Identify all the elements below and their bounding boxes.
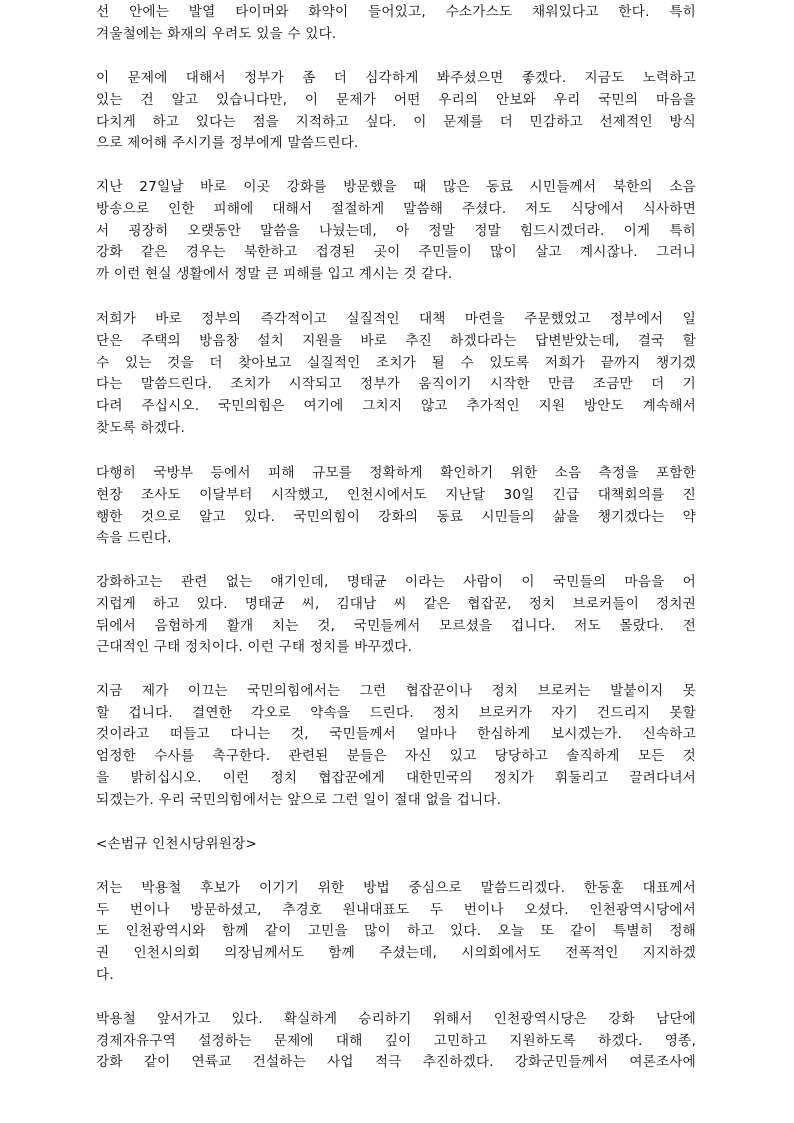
text-line: 두 번이나 방문하셨고, 추경호 원내대표도 두 번이나 오셨다. 인천광역시당에서 [96,901,696,918]
text-line: 있는 건 알고 있습니다만, 이 문제가 어떤 우리의 안보와 우리 국민의 마음을 [96,91,696,108]
text-line: 도 인천광역시와 함께 같이 고민을 많이 하고 있다. 오늘 또 같이 특별히 정해 [96,923,696,940]
text-line: 방송으로 인한 피해에 대해서 절절하게 말씀해 주셨다. 저도 식당에서 식사하면 [96,200,696,217]
text-line: 속을 드린다. [96,530,172,547]
paragraph [96,878,696,987]
text-line: 선 안에는 발열 타이머와 화약이 들어있고, 수소가스도 채워있다고 한다. 특히 [96,4,696,20]
text-line: 강화 같이 연륙교 건설하는 사업 적극 추진하겠다. 강화군민들께서 여론조사에 [96,1054,696,1071]
text-line: 되겠는가. 우리 국민의힘에서는 앞으로 그런 일이 절대 없을 겁니다. [96,791,502,808]
text-line: 다치게 하고 있다는 점을 지적하고 싶다. 이 문제를 더 민감하고 선제적인 방식 [96,113,696,130]
text-line: 것이라고 떠들고 다니는 것, 국민들께서 얼마나 한심하게 보시겠는가. 신속하고 [96,726,696,743]
paragraph [96,572,696,659]
text-line: 다. [96,967,114,984]
text-line: 현장 조사도 이달부터 시작했고, 인천시에서도 지난달 30일 긴급 대책회의를 진 [96,486,696,503]
text-line: 다려 주십시오. 국민의힘은 여기에 그치지 않고 추가적인 지원 방안도 계속해서 [96,398,696,415]
text-line: 으로 제어해 주시기를 정부에게 말씀드린다. [96,135,359,152]
text-line: 서 굉장히 오랫동안 말씀을 나눴는데, 아 정말 정말 힘드시겠더라. 이게 특히 [96,222,696,239]
text-line: 행한 것으로 알고 있다. 국민의힘이 강화의 동료 시민들의 삶을 챙기겠다는 약 [96,508,696,525]
text-line: 엄정한 수사를 촉구한다. 관련된 분들은 자신 있고 당당하고 솔직하게 모든 것 [96,748,696,765]
paragraph [96,1009,696,1074]
text-line: 단은 주택의 방음창 설치 지원을 바로 추진 하겠다라는 답변받았는데, 결국 할 [96,332,696,349]
text-line: 할 겁니다. 결연한 각오로 약속을 드린다. 정치 브로커가 자기 건드리지 못할 [96,704,696,721]
paragraph [96,681,696,812]
text-line: 찾도록 하겠다. [96,419,186,436]
paragraph [96,177,696,286]
document-page [96,0,696,1074]
text-line: <손범규 인천시당위원장> [96,835,258,852]
text-line: 수 있는 것을 더 찾아보고 실질적인 조치가 될 수 있도록 저희가 끝까지 챙기겠 [96,354,696,371]
text-line: 지금 제가 이끄는 국민의힘에서는 그런 협잡꾼이나 정치 브로커는 발붙이지 못 [96,682,696,699]
text-line: 이 문제에 대해서 정부가 좀 더 심각하게 봐주셨으면 좋겠다. 지금도 노력하고 [96,69,696,86]
text-line: 다행히 국방부 등에서 피해 규모를 정확하게 확인하기 위한 소음 측정을 포함한 [96,464,696,481]
text-line: 저는 박용철 후보가 이기기 위한 방법 중심으로 말씀드리겠다. 한동훈 대표께서 [96,879,696,896]
text-line: 까 이런 현실 생활에서 정말 큰 피해를 입고 계시는 것 같다. [96,266,453,283]
text-line: 경제자유구역 설정하는 문제에 대해 깊이 고민하고 지원하도록 하겠다. 영종, [96,1032,696,1049]
section-heading [96,834,696,856]
paragraph [96,2,696,46]
text-line: 지럽게 하고 있다. 명태균 씨, 김대남 씨 같은 협잡꾼, 정치 브로커들이 정치권 [96,595,696,612]
text-line: 강화하고는 관련 없는 얘기인데, 명태균 이라는 사람이 이 국민들의 마음을 어 [96,573,696,590]
text-line: 박용철 앞서가고 있다. 확실하게 승리하기 위해서 인천광역시당은 강화 남단에 [96,1010,696,1027]
paragraph [96,463,696,550]
text-line: 을 밝히십시오. 이런 정치 협잡꾼에게 대한민국의 정치가 휘둘리고 끌려다녀서 [96,770,696,787]
paragraph [96,309,696,440]
text-line: 다는 말씀드린다. 조치가 시작되고 정부가 움직이기 시작한 만큼 조금만 더 기 [96,376,696,393]
text-line: 강화 같은 경우는 북한하고 접경된 곳이 주민들이 많이 살고 계시잖나. 그러니 [96,244,696,261]
text-line: 지난 27일날 바로 이곳 강화를 방문했을 때 많은 동료 시민들께서 북한의 소음 [96,178,696,195]
paragraph [96,68,696,155]
text-line: 저희가 바로 정부의 즉각적이고 실질적인 대책 마련을 주문했었고 정부에서 일 [96,310,696,327]
text-line: 권 인천시의회 의장님께서도 함께 주셨는데, 시의회에서도 전폭적인 지지하겠 [96,945,696,962]
text-line: 겨울철에는 화재의 우려도 있을 수 있다. [96,25,337,42]
text-line: 뒤에서 음험하게 활개 치는 것, 국민들께서 모르셨을 겁니다. 저도 몰랐다. 전 [96,617,696,634]
text-line: 근대적인 구태 정치이다. 이런 구태 정치를 바꾸겠다. [96,639,413,656]
